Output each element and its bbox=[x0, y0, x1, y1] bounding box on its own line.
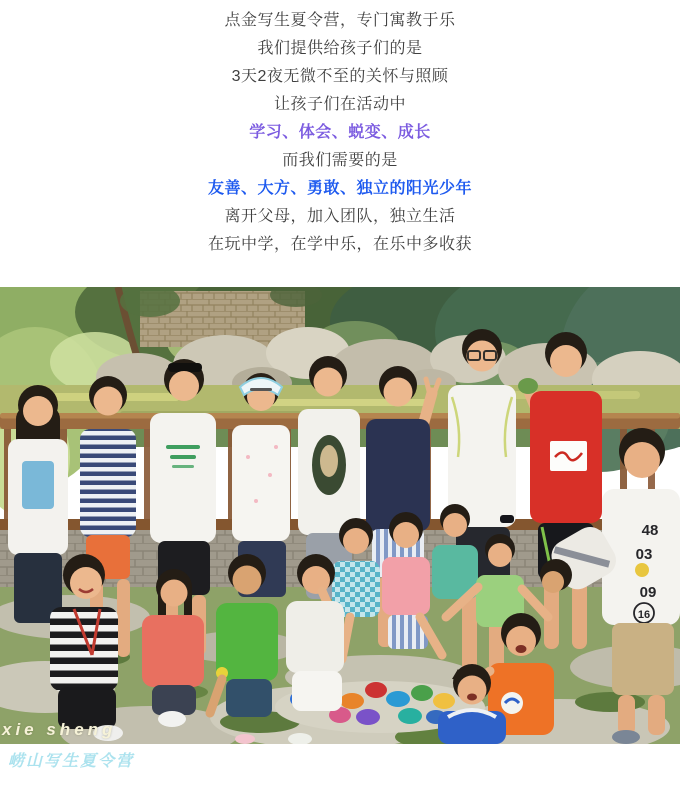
intro-line-highlight-purple: 学习、体会、蜕变、成长 bbox=[249, 124, 431, 141]
photo-watermark: xie sheng bbox=[2, 720, 117, 739]
intro-text-block bbox=[0, 0, 680, 259]
intro-line-6: 而我们需要的是 bbox=[282, 152, 398, 169]
camp-photo-illustration bbox=[0, 287, 680, 744]
svg-text:09: 09 bbox=[639, 584, 657, 601]
intro-line-9: 在玩中学，在学中乐，在乐中多收获 bbox=[207, 236, 472, 253]
svg-text:48: 48 bbox=[641, 522, 659, 539]
intro-line-8: 离开父母，加入团队，独立生活 bbox=[224, 208, 456, 225]
photo-caption: 崂山写生夏令营 bbox=[8, 753, 135, 770]
intro-line-1: 点金写生夏令营，专门寓教于乐 bbox=[224, 12, 456, 29]
intro-line-2: 我们提供给孩子们的是 bbox=[257, 40, 423, 57]
intro-line-4: 让孩子们在活动中 bbox=[273, 96, 406, 113]
intro-line-3: 3天2夜无微不至的关怀与照顾 bbox=[231, 68, 449, 85]
camp-group-photo[interactable] bbox=[0, 287, 680, 744]
svg-text:16: 16 bbox=[637, 609, 651, 621]
girl-white-print bbox=[8, 385, 68, 623]
intro-line-highlight-blue: 友善、大方、勇敢、独立的阳光少年 bbox=[207, 180, 472, 197]
boy-leaning-face bbox=[542, 571, 564, 593]
svg-text:03: 03 bbox=[635, 546, 653, 563]
